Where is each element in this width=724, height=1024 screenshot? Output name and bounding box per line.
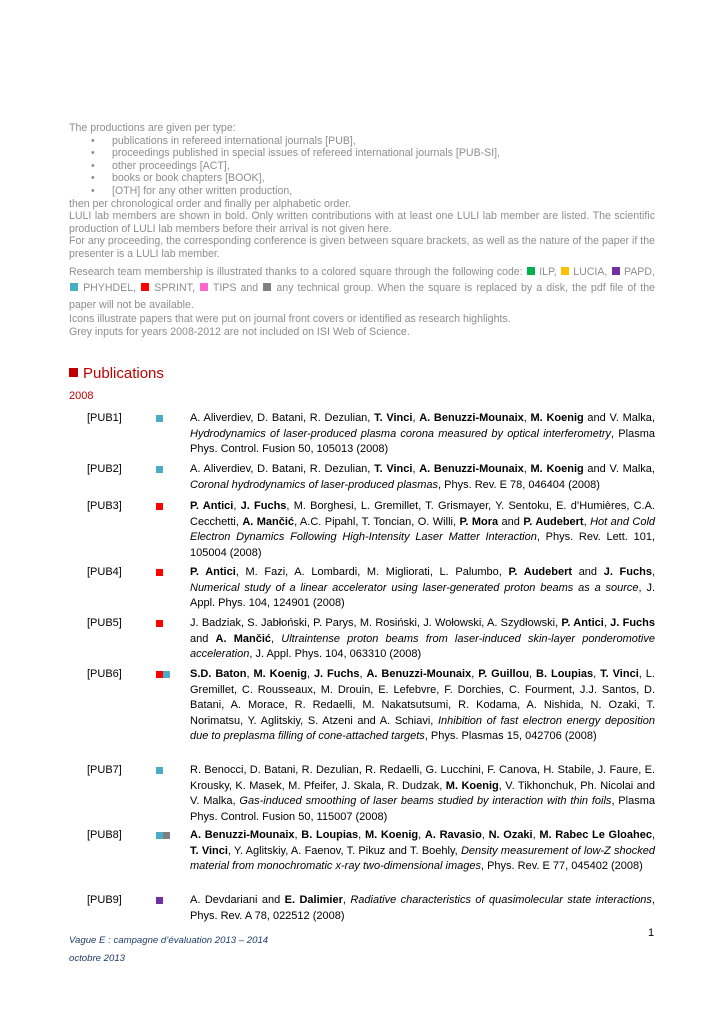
lab-member-name: P. Guillou: [478, 668, 530, 680]
publication-ref: [PUB2]: [87, 463, 122, 475]
list-item: • [OTH] for any other written production,: [112, 185, 655, 198]
citation-text: R. Benocci, D. Batani, R. Dezulian, R. Redaelli, G. Lucchini, F. Canova, H. Stabile, J. Faure, E. Krousky, K. Masek, M. Pfeifer, J. Skala, R. Dudzak,: [190, 764, 655, 792]
team-marks: [156, 897, 163, 905]
citation-text: , L. Gremillet, C. Rousseaux, M. Drouin, E. Lefebvre, F. Dorchies, C. Fourment, J.J. Santos, D. Batani, A. Morace, R. Redaelli, M. Nakatsutsumi, R. Kodama, A. Nishida, N. Ozaki, T. Norimatsu, Y. Aglitskiy, S. Atzeni and A. Schiavi,: [190, 668, 655, 727]
list-item: • other proceedings [ACT],: [112, 160, 655, 173]
publication-text: [190, 499, 655, 561]
intro-block: [69, 122, 655, 338]
citation-text: ,: [651, 829, 656, 841]
publication-ref: [PUB9]: [87, 894, 122, 906]
citation-text: A. Devdariani and: [190, 894, 285, 906]
citation-text: ,: [306, 668, 314, 680]
lab-member-name: P. Antici: [190, 500, 234, 512]
team-marks: [156, 503, 163, 511]
footer-campaign: Vague E : campagne d’évaluation 2013 – 2014: [69, 935, 269, 946]
lab-member-name: P. Audebert: [508, 566, 573, 578]
citation-text: ,: [532, 829, 540, 841]
citation-text: ,: [651, 566, 656, 578]
list-item: [69, 616, 655, 663]
publication-text: [190, 462, 655, 493]
lab-member-name: B. Loupias: [536, 668, 594, 680]
citation-text: ,: [246, 668, 254, 680]
list-item: [69, 565, 655, 612]
team-technical: any technical group. When the square is replaced by a disk, the pdf file of the paper will not be available.: [69, 282, 656, 311]
team-square-icon: [156, 569, 163, 576]
list-item: [69, 828, 655, 875]
team-marks: [156, 466, 163, 474]
citation-text: ,: [358, 829, 365, 841]
team-marks: [156, 832, 170, 840]
phyhdel-square-icon: [70, 283, 78, 291]
year-heading: 2008: [69, 390, 94, 402]
list-item: [69, 763, 655, 825]
publication-ref: [PUB4]: [87, 566, 122, 578]
intro-line-icons: Icons illustrate papers that were put on journal front covers or identified as research highlights.: [69, 313, 511, 326]
citation-text: and: [498, 515, 524, 528]
publication-text: [190, 411, 655, 458]
lab-member-name: M. Koenig: [445, 779, 499, 792]
lab-member-name: A. Benuzzi-Mounaix: [190, 829, 295, 841]
citation-text: A. Aliverdiev, D. Batani, R. Dezulian,: [190, 463, 375, 475]
citation-text: , M. Borghesi, L. Gremillet, T. Grismayer, Y. Sentoku, E. d’Humières, C.A. Cecchetti,: [190, 500, 655, 528]
citation-text: and V. Malka,: [583, 463, 655, 475]
citation-text: , J. Appl. Phys. 104, 124901 (2008): [190, 581, 655, 610]
citation-text: , A.C. Pipahl, T. Toncian, O. Willi,: [294, 515, 460, 528]
lab-member-name: T. Vinci: [374, 463, 413, 475]
citation-text: ,: [233, 500, 241, 512]
citation-text: ,: [471, 668, 479, 680]
citation-text: , Y. Aglitskiy, A. Faenov, T. Pikuz and T. Boehly,: [227, 844, 461, 857]
citation-text: ,: [359, 668, 367, 680]
publication-text: [190, 667, 655, 745]
section-heading: [69, 365, 164, 382]
publication-title: Ultraintense proton beams from laser-induced skin-layer ponderomotive acceleration: [190, 632, 655, 661]
lab-member-name: E. Dalimier: [284, 894, 343, 906]
lab-member-name: M. Koenig: [364, 829, 419, 841]
lab-member-name: J. Fuchs: [240, 500, 287, 512]
citation-text: and V. Malka,: [583, 412, 655, 424]
citation-text: ,: [583, 515, 591, 528]
citation-text: ,: [412, 412, 420, 424]
publication-ref: [PUB1]: [87, 412, 122, 424]
team-square-icon: [156, 415, 163, 422]
lab-member-name: N. Ozaki: [488, 829, 533, 841]
citation-text: , Phys. Rev. E 77, 045402 (2008): [480, 860, 643, 873]
team-phyhdel: PHYHDEL,: [83, 282, 137, 295]
production-type-list: [69, 135, 655, 198]
lab-member-name: T. Vinci: [190, 844, 228, 857]
publication-title: Hydrodynamics of laser-produced plasma corona measured by optical interferometry: [190, 427, 612, 440]
citation-text: ,: [593, 668, 601, 680]
team-square-icon: [163, 832, 170, 839]
publication-ref: [PUB3]: [87, 500, 122, 512]
lab-member-name: M. Rabec Le Gloahec: [539, 829, 652, 841]
team-ilp: ILP,: [539, 265, 557, 278]
publication-title: Numerical study of a linear accelerator using laser-generated proton beams as a source: [190, 581, 639, 594]
publication-text: [190, 565, 655, 612]
citation-text: , M. Fazi, A. Lombardi, M. Migliorati, L. Palumbo,: [235, 566, 509, 578]
heading-square-icon: [69, 368, 78, 377]
lab-member-name: A. Mančić: [215, 632, 272, 645]
sprint-square-icon: [141, 283, 149, 291]
lab-member-name: J. Fuchs: [603, 566, 652, 578]
publication-text: [190, 616, 655, 663]
citation-text: ,: [529, 668, 537, 680]
tips-square-icon: [200, 283, 208, 291]
team-marks: [156, 569, 163, 577]
teams-prefix: Research team membership is illustrated thanks to a colored square through the following code:: [69, 265, 523, 278]
publication-ref: [PUB6]: [87, 668, 122, 680]
list-item: [69, 499, 655, 561]
lab-member-name: P. Mora: [459, 515, 499, 528]
lab-member-name: T. Vinci: [600, 668, 639, 680]
lab-member-name: M. Koenig: [253, 668, 307, 680]
lab-member-name: B. Loupias: [301, 829, 359, 841]
citation-text: , J. Appl. Phys. 104, 063310 (2008): [249, 648, 422, 661]
papd-square-icon: [612, 267, 620, 275]
lab-member-name: J. Fuchs: [313, 668, 360, 680]
team-marks: [156, 767, 163, 775]
publication-title: Radiative characteristics of quasimolecular state interactions: [350, 894, 652, 906]
lab-member-name: M. Koenig: [530, 412, 584, 424]
citation-text: ,: [523, 463, 531, 475]
page-number: 1: [648, 927, 655, 939]
publication-title: Coronal hydrodynamics of laser-produced plasmas: [190, 478, 439, 491]
citation-text: , Phys. Rev. A 78, 022512 (2008): [190, 894, 655, 922]
citation-text: , Plasma Phys. Control. Fusion 50, 115007 (2008): [190, 795, 655, 823]
intro-line-bold: LULI lab members are shown in bold. Only written contributions with at least one LULI lab member are listed. The scientific production of LULI lab members before their arrival is not given here.: [69, 210, 655, 235]
team-marks: [156, 620, 163, 628]
citation-text: ,: [523, 412, 531, 424]
lucia-square-icon: [561, 267, 569, 275]
lab-member-name: A. Benuzzi-Mounaix: [419, 463, 524, 475]
publication-title: Density measurement of low-Z shocked material from monochromatic x-ray two-dimensional images: [190, 844, 656, 873]
publication-title: Inhibition of fast electron energy deposition due to preplasma filling of cone-attached targets: [190, 714, 655, 743]
team-square-icon: [156, 671, 163, 678]
citation-text: , Phys. Rev. E 78, 046404 (2008): [438, 478, 600, 491]
intro-line-order: then per chronological order and finally per alphabetic order.: [69, 197, 352, 210]
citation-text: ,: [603, 617, 611, 629]
citation-text: ,: [418, 829, 425, 841]
lab-member-name: P. Audebert: [523, 515, 584, 528]
publication-title: Gas-induced smoothing of laser beams studied by interaction with thin foils: [239, 795, 612, 808]
team-square-icon: [156, 832, 163, 839]
intro-line-grey: Grey inputs for years 2008-2012 are not included on ISI Web of Science.: [69, 325, 410, 338]
publication-text: [190, 763, 655, 825]
publication-ref: [PUB8]: [87, 829, 122, 841]
list-item: [69, 667, 655, 745]
team-square-icon: [156, 897, 163, 904]
lab-member-name: A. Benuzzi-Mounaix: [419, 412, 524, 424]
intro-line-proceedings: For any proceeding, the corresponding conference is given between square brackets, as well as the nature of the paper if the presenter is a LULI lab member.: [69, 235, 655, 260]
citation-text: ,: [271, 632, 282, 645]
list-item: • books or book chapters [BOOK],: [112, 172, 655, 185]
publication-ref: [PUB5]: [87, 617, 122, 629]
team-square-icon: [156, 767, 163, 774]
team-square-icon: [156, 466, 163, 473]
team-lucia: LUCIA,: [573, 265, 608, 278]
citation-text: ,: [294, 829, 302, 841]
ilp-square-icon: [527, 267, 535, 275]
citation-text: and: [572, 566, 604, 578]
citation-text: ,: [342, 894, 351, 906]
list-item: [69, 462, 655, 493]
citation-text: , Phys. Rev. Lett. 101, 105004 (2008): [190, 531, 656, 559]
list-item: [69, 893, 655, 924]
team-sprint: SPRINT,: [154, 282, 195, 295]
list-item: • proceedings published in special issues of refereed international journals [PUB-SI],: [112, 147, 655, 160]
team-tips: TIPS and: [212, 282, 259, 295]
lab-member-name: M. Koenig: [530, 463, 584, 475]
publication-text: [190, 893, 655, 924]
team-papd: PAPD,: [623, 265, 655, 278]
citation-text: , V. Tikhonchuk, Ph. Nicolai and V. Malka,: [190, 779, 655, 808]
lab-member-name: P. Antici: [190, 566, 236, 578]
lab-member-name: A. Mančić: [242, 515, 295, 528]
team-marks: [156, 415, 163, 423]
technical-square-icon: [263, 283, 271, 291]
citation-text: A. Aliverdiev, D. Batani, R. Dezulian,: [190, 412, 375, 424]
lab-member-name: T. Vinci: [374, 412, 413, 424]
lab-member-name: P. Antici: [561, 617, 604, 629]
lab-member-name: S.D. Baton: [190, 668, 247, 680]
publication-text: [190, 828, 655, 875]
team-square-icon: [156, 503, 163, 510]
lab-member-name: A. Ravasio: [424, 829, 482, 841]
intro-line-teams: [69, 264, 655, 314]
publication-ref: [PUB7]: [87, 764, 122, 776]
citation-text: , Phys. Plasmas 15, 042706 (2008): [424, 730, 597, 743]
list-item: [69, 411, 655, 458]
lab-member-name: A. Benuzzi-Mounaix: [366, 668, 472, 680]
team-square-icon: [163, 671, 170, 678]
citation-text: , Plasma Phys. Control. Fusion 50, 105013 (2008): [190, 427, 655, 456]
section-title: Publications: [83, 365, 164, 382]
intro-line-types: The productions are given per type:: [69, 122, 236, 134]
citation-text: ,: [481, 829, 489, 841]
citation-text: and: [190, 632, 216, 645]
list-item: • publications in refereed international journals [PUB],: [112, 135, 655, 148]
footer-date: octobre 2013: [69, 953, 126, 964]
team-marks: [156, 671, 170, 679]
lab-member-name: J. Fuchs: [610, 617, 655, 629]
citation-text: J. Badziak, S. Jabłoński, P. Parys, M. Rosiński, J. Wołowski, A. Szydłowski,: [190, 617, 562, 629]
citation-text: ,: [412, 463, 420, 475]
team-square-icon: [156, 620, 163, 627]
publication-title: Hot and Cold Electron Dynamics Following High-Intensity Laser Matter Interaction: [190, 515, 656, 544]
